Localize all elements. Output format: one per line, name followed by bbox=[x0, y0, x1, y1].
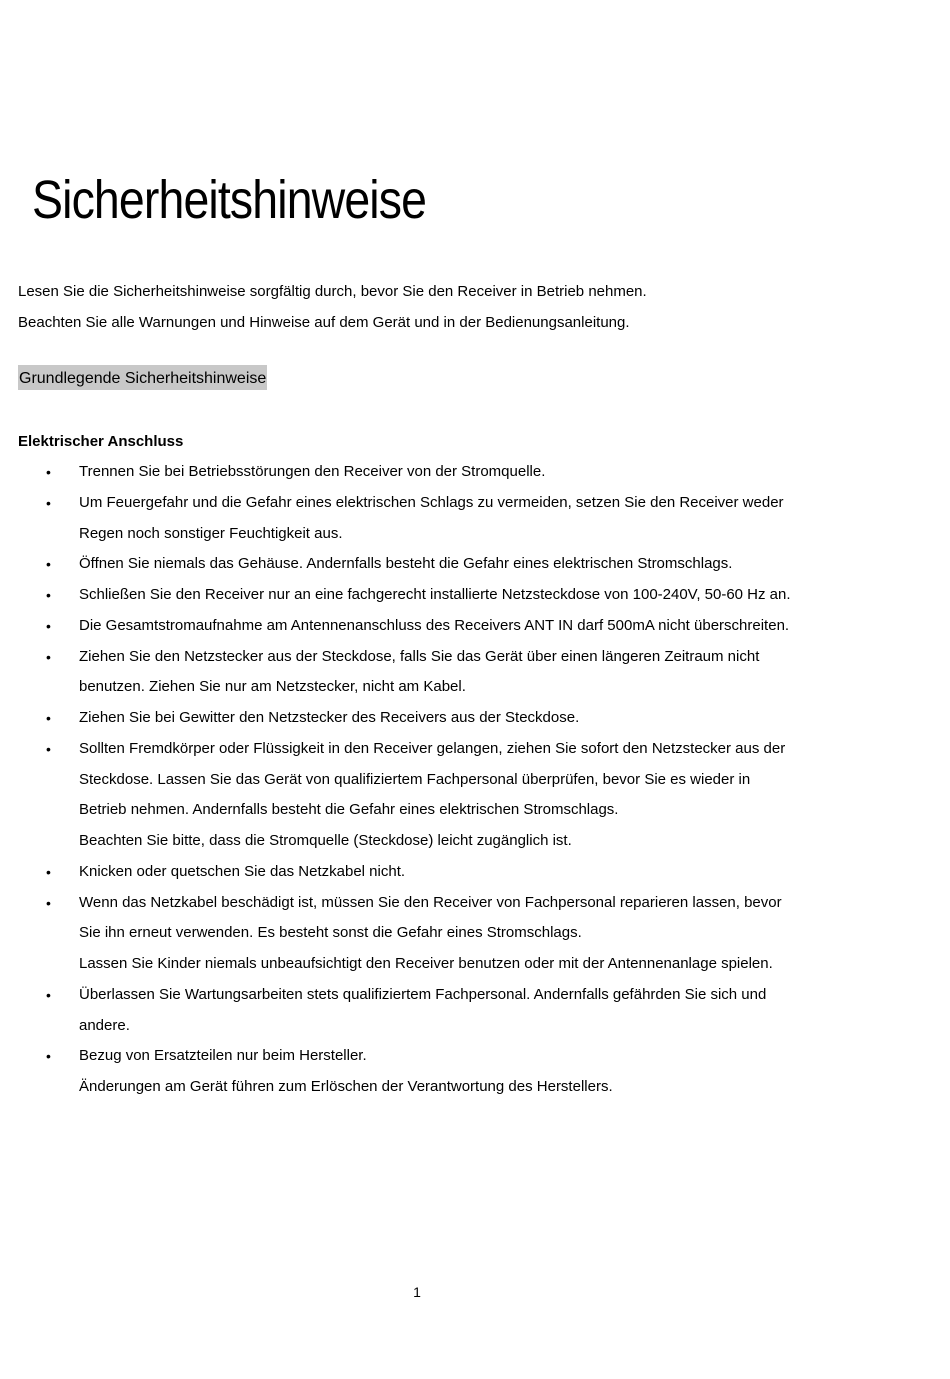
list-item-text: Änderungen am Gerät führen zum Erlöschen der Verantwortung des Herstellers. bbox=[79, 1078, 613, 1095]
intro-line: Lesen Sie die Sicherheitshinweise sorgfältig durch, bevor Sie den Receiver in Betrieb nehmen. bbox=[18, 283, 647, 300]
list-item-text: Sie ihn erneut verwenden. Es besteht sonst die Gefahr eines Stromschlags. bbox=[79, 924, 582, 942]
list-item bbox=[0, 888, 900, 980]
intro-line: Beachten Sie alle Warnungen und Hinweise auf dem Gerät und in der Bedienungsanleitung. bbox=[18, 314, 630, 331]
subsection-heading: Elektrischer Anschluss bbox=[18, 433, 184, 450]
list-item-text: Regen noch sonstiger Feuchtigkeit aus. bbox=[79, 524, 343, 542]
list-item-text: Beachten Sie bitte, dass die Stromquelle (Steckdose) leicht zugänglich ist. bbox=[79, 832, 572, 849]
bullet-icon: • bbox=[46, 464, 51, 480]
list-item-text: benutzen. Ziehen Sie nur am Netzstecker, nicht am Kabel. bbox=[79, 678, 466, 696]
bullet-icon: • bbox=[46, 710, 51, 726]
bullet-icon: • bbox=[46, 556, 51, 573]
page-title: Sicherheitshinweise bbox=[32, 170, 427, 230]
list-item bbox=[0, 980, 900, 1042]
list-item bbox=[0, 580, 900, 611]
bullet-icon: • bbox=[46, 617, 51, 634]
list-item-text: Ziehen Sie den Netzstecker aus der Steckdose, falls Sie das Gerät über einen längeren Zeitraum nicht bbox=[79, 647, 760, 665]
list-item bbox=[0, 734, 900, 857]
list-item bbox=[0, 1041, 900, 1103]
list-item-text: Schließen Sie den Receiver nur an eine fachgerecht installierte Netzsteckdose von 100-240V, 50-60 Hz an. bbox=[79, 586, 791, 603]
list-item-text: Sollten Fremdkörper oder Flüssigkeit in den Receiver gelangen, ziehen Sie sofort den Netzstecker aus der bbox=[79, 739, 786, 757]
bullet-icon: • bbox=[46, 894, 51, 911]
list-item-text: Wenn das Netzkabel beschädigt ist, müssen Sie den Receiver von Fachpersonal reparieren lassen, bevor bbox=[79, 893, 782, 911]
safety-bullet-list bbox=[0, 457, 900, 1103]
list-item bbox=[0, 549, 900, 580]
list-item-text: Lassen Sie Kinder niemals unbeaufsichtigt den Receiver benutzen oder mit der Antennenanlage spielen. bbox=[79, 955, 773, 972]
bullet-icon: • bbox=[46, 587, 51, 603]
list-item-text: Knicken oder quetschen Sie das Netzkabel nicht. bbox=[79, 862, 406, 880]
list-item bbox=[0, 488, 900, 550]
bullet-icon: • bbox=[46, 740, 51, 757]
list-item-text: Trennen Sie bei Betriebsstörungen den Receiver von der Stromquelle. bbox=[79, 463, 546, 480]
list-item-text: Öffnen Sie niemals das Gehäuse. Andernfalls besteht die Gefahr eines elektrischen Stromschlags. bbox=[79, 555, 733, 573]
list-item bbox=[0, 703, 900, 734]
intro-paragraph bbox=[18, 276, 647, 338]
list-item-text: Die Gesamtstromaufnahme am Antennenanschluss des Receivers ANT IN darf 500mA nicht überschreiten. bbox=[79, 616, 790, 634]
bullet-icon: • bbox=[46, 986, 51, 1003]
list-item bbox=[0, 457, 900, 488]
bullet-icon: • bbox=[46, 863, 51, 880]
list-item bbox=[0, 857, 900, 888]
list-item bbox=[0, 642, 900, 704]
list-item-text: Betrieb nehmen. Andernfalls besteht die Gefahr eines elektrischen Stromschlags. bbox=[79, 801, 619, 819]
list-item bbox=[0, 611, 900, 642]
list-item-text: Bezug von Ersatzteilen nur beim Hersteller. bbox=[79, 1047, 367, 1065]
list-item-text: Um Feuergefahr und die Gefahr eines elektrischen Schlags zu vermeiden, setzen Sie den Receiver weder bbox=[79, 493, 784, 511]
list-item-text: andere. bbox=[79, 1016, 130, 1034]
page-number: 1 bbox=[413, 1284, 421, 1300]
bullet-icon: • bbox=[46, 1048, 51, 1065]
list-item-text: Ziehen Sie bei Gewitter den Netzstecker des Receivers aus der Steckdose. bbox=[79, 709, 580, 726]
list-item-text: Überlassen Sie Wartungsarbeiten stets qualifiziertem Fachpersonal. Andernfalls gefährden Sie sich und bbox=[79, 985, 767, 1003]
bullet-icon: • bbox=[46, 648, 51, 665]
list-item-text: Steckdose. Lassen Sie das Gerät von qualifiziertem Fachpersonal überprüfen, bevor Sie es wieder in bbox=[79, 770, 751, 788]
bullet-icon: • bbox=[46, 494, 51, 511]
section-heading: Grundlegende Sicherheitshinweise bbox=[18, 365, 267, 390]
